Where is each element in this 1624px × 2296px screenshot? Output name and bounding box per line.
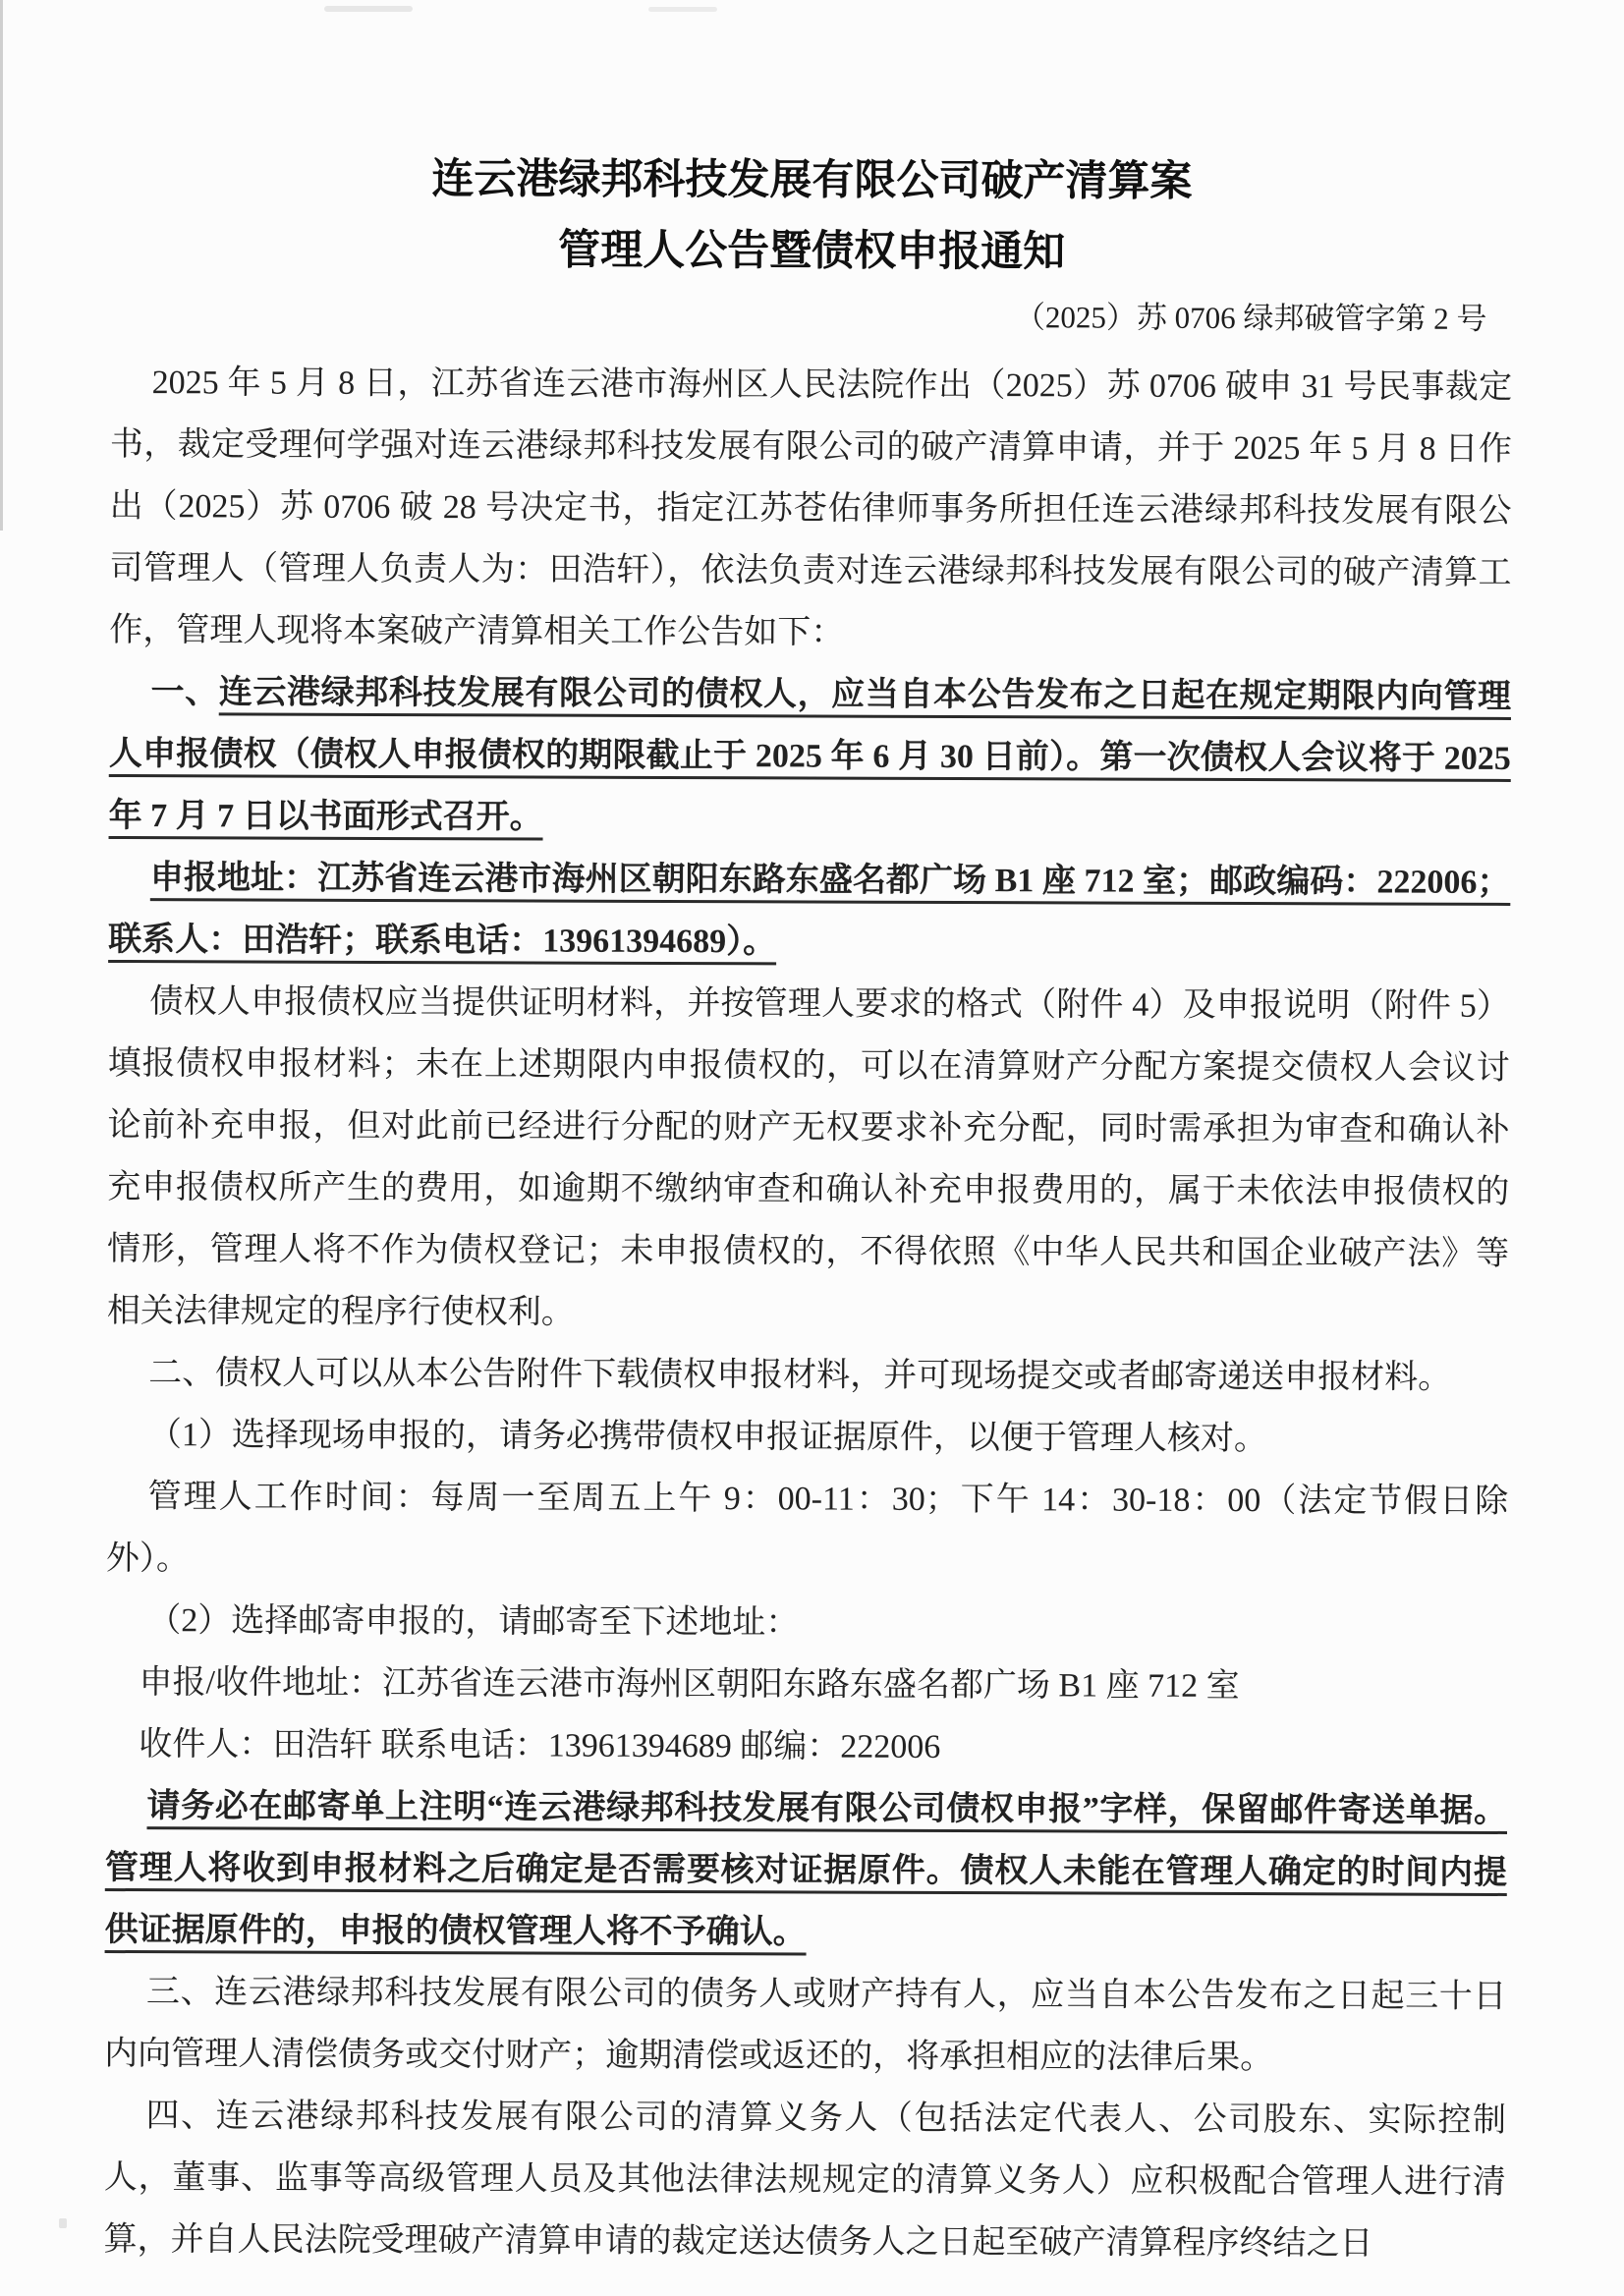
scan-artifact-edge-line xyxy=(0,0,3,531)
paragraph-mail-submission: （2）选择邮寄申报的，请邮寄至下述地址： xyxy=(147,1602,800,1642)
paragraph-declaration-address xyxy=(108,847,1510,976)
mail-label-notice-text: 请务必在邮寄单上注明“连云港绿邦科技发展有限公司债权申报”字样，保留邮件寄送单据。管理人将收到申报材料之后确定是否需要核对证据原件。债权人未能在管理人确定的时间内提供证据原件的，申报的债权管理人将不予确认。 xyxy=(104,1788,1508,1951)
paragraph-section-1-claim-deadline xyxy=(109,661,1512,852)
scan-artifact-speck xyxy=(59,2218,67,2228)
paragraph-section-4-liquidation-obligors: 四、连云港绿邦科技发展有限公司的清算义务人（包括法定代表人、公司股东、实际控制人，董事、监事等高级管理人员及其他法律法规规定的清算义务人）应积极配合管理人进行清算，并自人民法院受理破产清算申请的裁定送达债务人之日起至破产清算程序终结之日 xyxy=(103,2098,1507,2263)
case-document-number: （2025）苏 0706 绿邦破管字第 2 号 xyxy=(1014,300,1487,336)
paragraph-intro-ruling: 2025 年 5 月 8 日，江苏省连云港市海州区人民法院作出（2025）苏 0706 破申 31 号民事裁定书，裁定受理何学强对连云港绿邦科技发展有限公司的破产清算申请，并于 2025 年 5 月 8 日作出（2025）苏 0706 破 28 号决定书，指定江苏苍佑律师事务所担任连云港绿邦科技发展有限公司管理人（管理人负责人为：田浩轩），依法负责对连云港绿邦科技发展有限公司的破产清算工作，管理人现将本案破产清算相关工作公告如下： xyxy=(109,364,1513,651)
title-line-1: 连云港绿邦科技发展有限公司破产清算案 xyxy=(431,156,1193,205)
paragraph-mailing-address: 申报/收件地址：江苏省连云港市海州区朝阳东路东盛名都广场 B1 座 712 室 xyxy=(139,1664,1240,1706)
document-body xyxy=(103,352,1512,2275)
scan-artifact-speck xyxy=(324,6,413,12)
paragraph-section-3-debtors: 三、连云港绿邦科技发展有限公司的债务人或财产持有人，应当自本公告发布之日起三十日内向管理人清偿债务或交付财产；逾期清偿或返还的，将承担相应的法律后果。 xyxy=(104,1974,1507,2077)
scan-artifact-speck xyxy=(648,7,717,12)
paragraph-mail-label-notice xyxy=(105,1775,1508,1966)
paragraph-claim-materials-rules: 债权人申报债权应当提供证明材料，并按管理人要求的格式（附件 4）及申报说明（附件 5）填报债权申报材料；未在上述期限内申报债权的，可以在清算财产分配方案提交债权人会议讨论前补充申报，但对此前已经进行分配的财产无权要求补充分配，同时需承担为审查和确认补充申报债权所产生的费用，如逾期不缴纳审查和确认补充申报费用的，属于未依法申报债权的情形，管理人将不作为债权登记；未申报债权的，不得依照《中华人民共和国企业破产法》等相关法律规定的程序行使权利。 xyxy=(106,983,1511,1331)
paragraph-onsite-submission: （1）选择现场申报的，请务必携带债权申报证据原件，以便于管理人核对。 xyxy=(147,1417,1267,1458)
paragraph-working-hours: 管理人工作时间：每周一至周五上午 9：00-11：30；下午 14：30-18：00（法定节假日除外）。 xyxy=(105,1479,1509,1578)
paragraph-section-2-submission-methods: 二、债权人可以从本公告附件下载债权申报材料，并可现场提交或者邮寄递送申报材料。 xyxy=(148,1355,1452,1396)
title-line-2: 管理人公告暨债权申报通知 xyxy=(558,227,1066,276)
section-1-text: 连云港绿邦科技发展有限公司的债权人，应当自本公告发布之日起在规定期限内向管理人申报债权（债权人申报债权的期限截止于 2025 年 6 月 30 日前）。第一次债权人会议将于 2025 年 7 月 7 日以书面形式召开。 xyxy=(108,674,1512,836)
document-content xyxy=(103,143,1513,2275)
paragraph-recipient-contact: 收件人：田浩轩 联系电话：13961394689 邮编：222006 xyxy=(139,1726,941,1765)
declaration-address-text: 申报地址：江苏省连云港市海州区朝阳东路东盛名都广场 B1 座 712 室；邮政编码：222006；联系人：田浩轩；联系电话：13961394689）。 xyxy=(108,860,1511,961)
section-1-number: 一、 xyxy=(150,674,219,711)
document-title xyxy=(110,143,1512,290)
